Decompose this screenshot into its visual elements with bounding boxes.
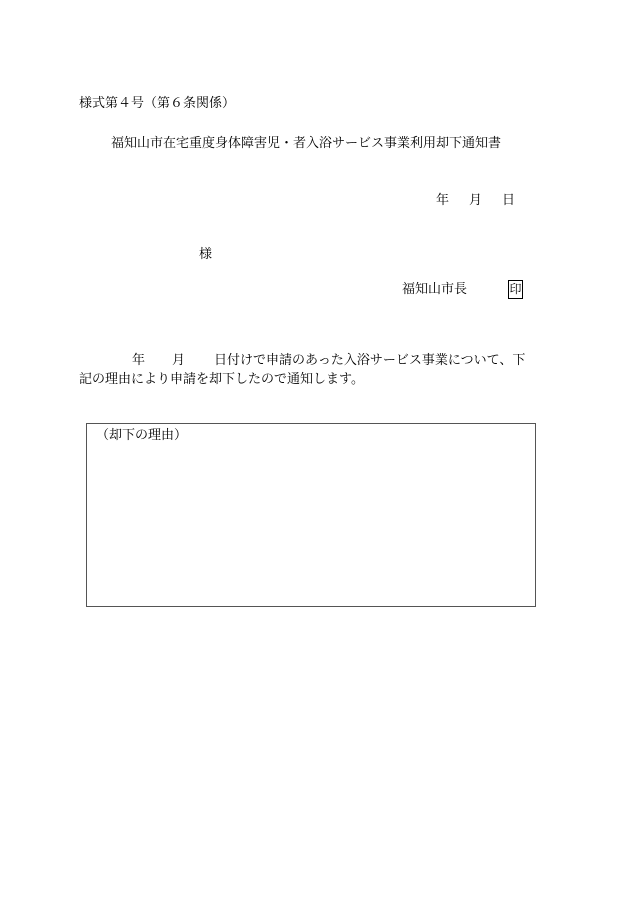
reason-heading: （却下の理由） (96, 428, 188, 443)
body-year-label: 年 (132, 353, 146, 368)
date-day-label: 日 (502, 193, 516, 208)
seal-stamp: 印 (508, 280, 523, 299)
addressee-suffix: 様 (199, 247, 213, 262)
date-month-label: 月 (469, 193, 483, 208)
body-text-line-2: 記の理由により申請を却下したので通知します。 (79, 372, 364, 387)
date-year-label: 年 (436, 193, 450, 208)
body-month-label: 月 (172, 353, 186, 368)
issuer-name: 福知山市長 (402, 282, 468, 297)
form-number: 様式第４号（第６条関係） (79, 96, 236, 111)
reason-box (86, 423, 536, 607)
document-title: 福知山市在宅重度身体障害児・者入浴サービス事業利用却下通知書 (111, 136, 502, 151)
body-text-line-1: 日付けで申請のあった入浴サービス事業について、下 (214, 353, 526, 368)
